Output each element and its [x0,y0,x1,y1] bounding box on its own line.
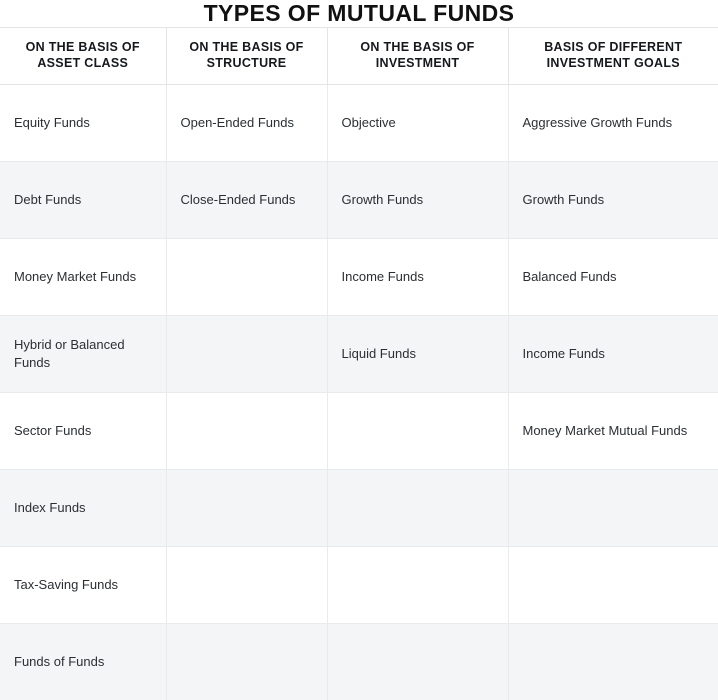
table-cell [166,470,327,547]
table-row [0,239,718,316]
table-cell [166,316,327,393]
column-header-investment-goals: BASIS OF DIFFERENT INVESTMENT GOALS [508,28,718,85]
table-cell [166,624,327,700]
table-header [0,28,718,85]
table-cell [508,547,718,624]
column-header-structure: ON THE BASIS OF STRUCTURE [166,28,327,85]
table-cell: Balanced Funds [508,239,718,316]
table-cell: Income Funds [508,316,718,393]
table-cell: Objective [327,85,508,162]
table-cell: Money Market Funds [0,239,166,316]
column-header-asset-class: ON THE BASIS OF ASSET CLASS [0,28,166,85]
table-cell: Growth Funds [508,162,718,239]
mutual-funds-table [0,28,718,700]
table-cell: Aggressive Growth Funds [508,85,718,162]
table-cell [327,470,508,547]
table-cell [166,547,327,624]
table-cell: Index Funds [0,470,166,547]
table-cell: Close-Ended Funds [166,162,327,239]
table-cell: Tax-Saving Funds [0,547,166,624]
table-row [0,624,718,700]
table-row [0,470,718,547]
table-cell: Equity Funds [0,85,166,162]
table-header-row [0,28,718,85]
table-cell [508,624,718,700]
table-cell: Hybrid or Balanced Funds [0,316,166,393]
table-cell: Sector Funds [0,393,166,470]
table-cell [166,239,327,316]
table-cell [327,624,508,700]
table-cell [166,393,327,470]
table-body [0,85,718,700]
column-header-investment: ON THE BASIS OF INVESTMENT [327,28,508,85]
table-cell: Money Market Mutual Funds [508,393,718,470]
table-cell: Liquid Funds [327,316,508,393]
table-row [0,162,718,239]
page-title: TYPES OF MUTUAL FUNDS [0,0,718,28]
table-cell: Open-Ended Funds [166,85,327,162]
table-row [0,547,718,624]
table-cell [327,393,508,470]
table-cell [508,470,718,547]
table-row [0,316,718,393]
table-row [0,85,718,162]
table-cell: Funds of Funds [0,624,166,700]
table-cell: Debt Funds [0,162,166,239]
table-cell: Income Funds [327,239,508,316]
table-cell [327,547,508,624]
table-row [0,393,718,470]
table-cell: Growth Funds [327,162,508,239]
